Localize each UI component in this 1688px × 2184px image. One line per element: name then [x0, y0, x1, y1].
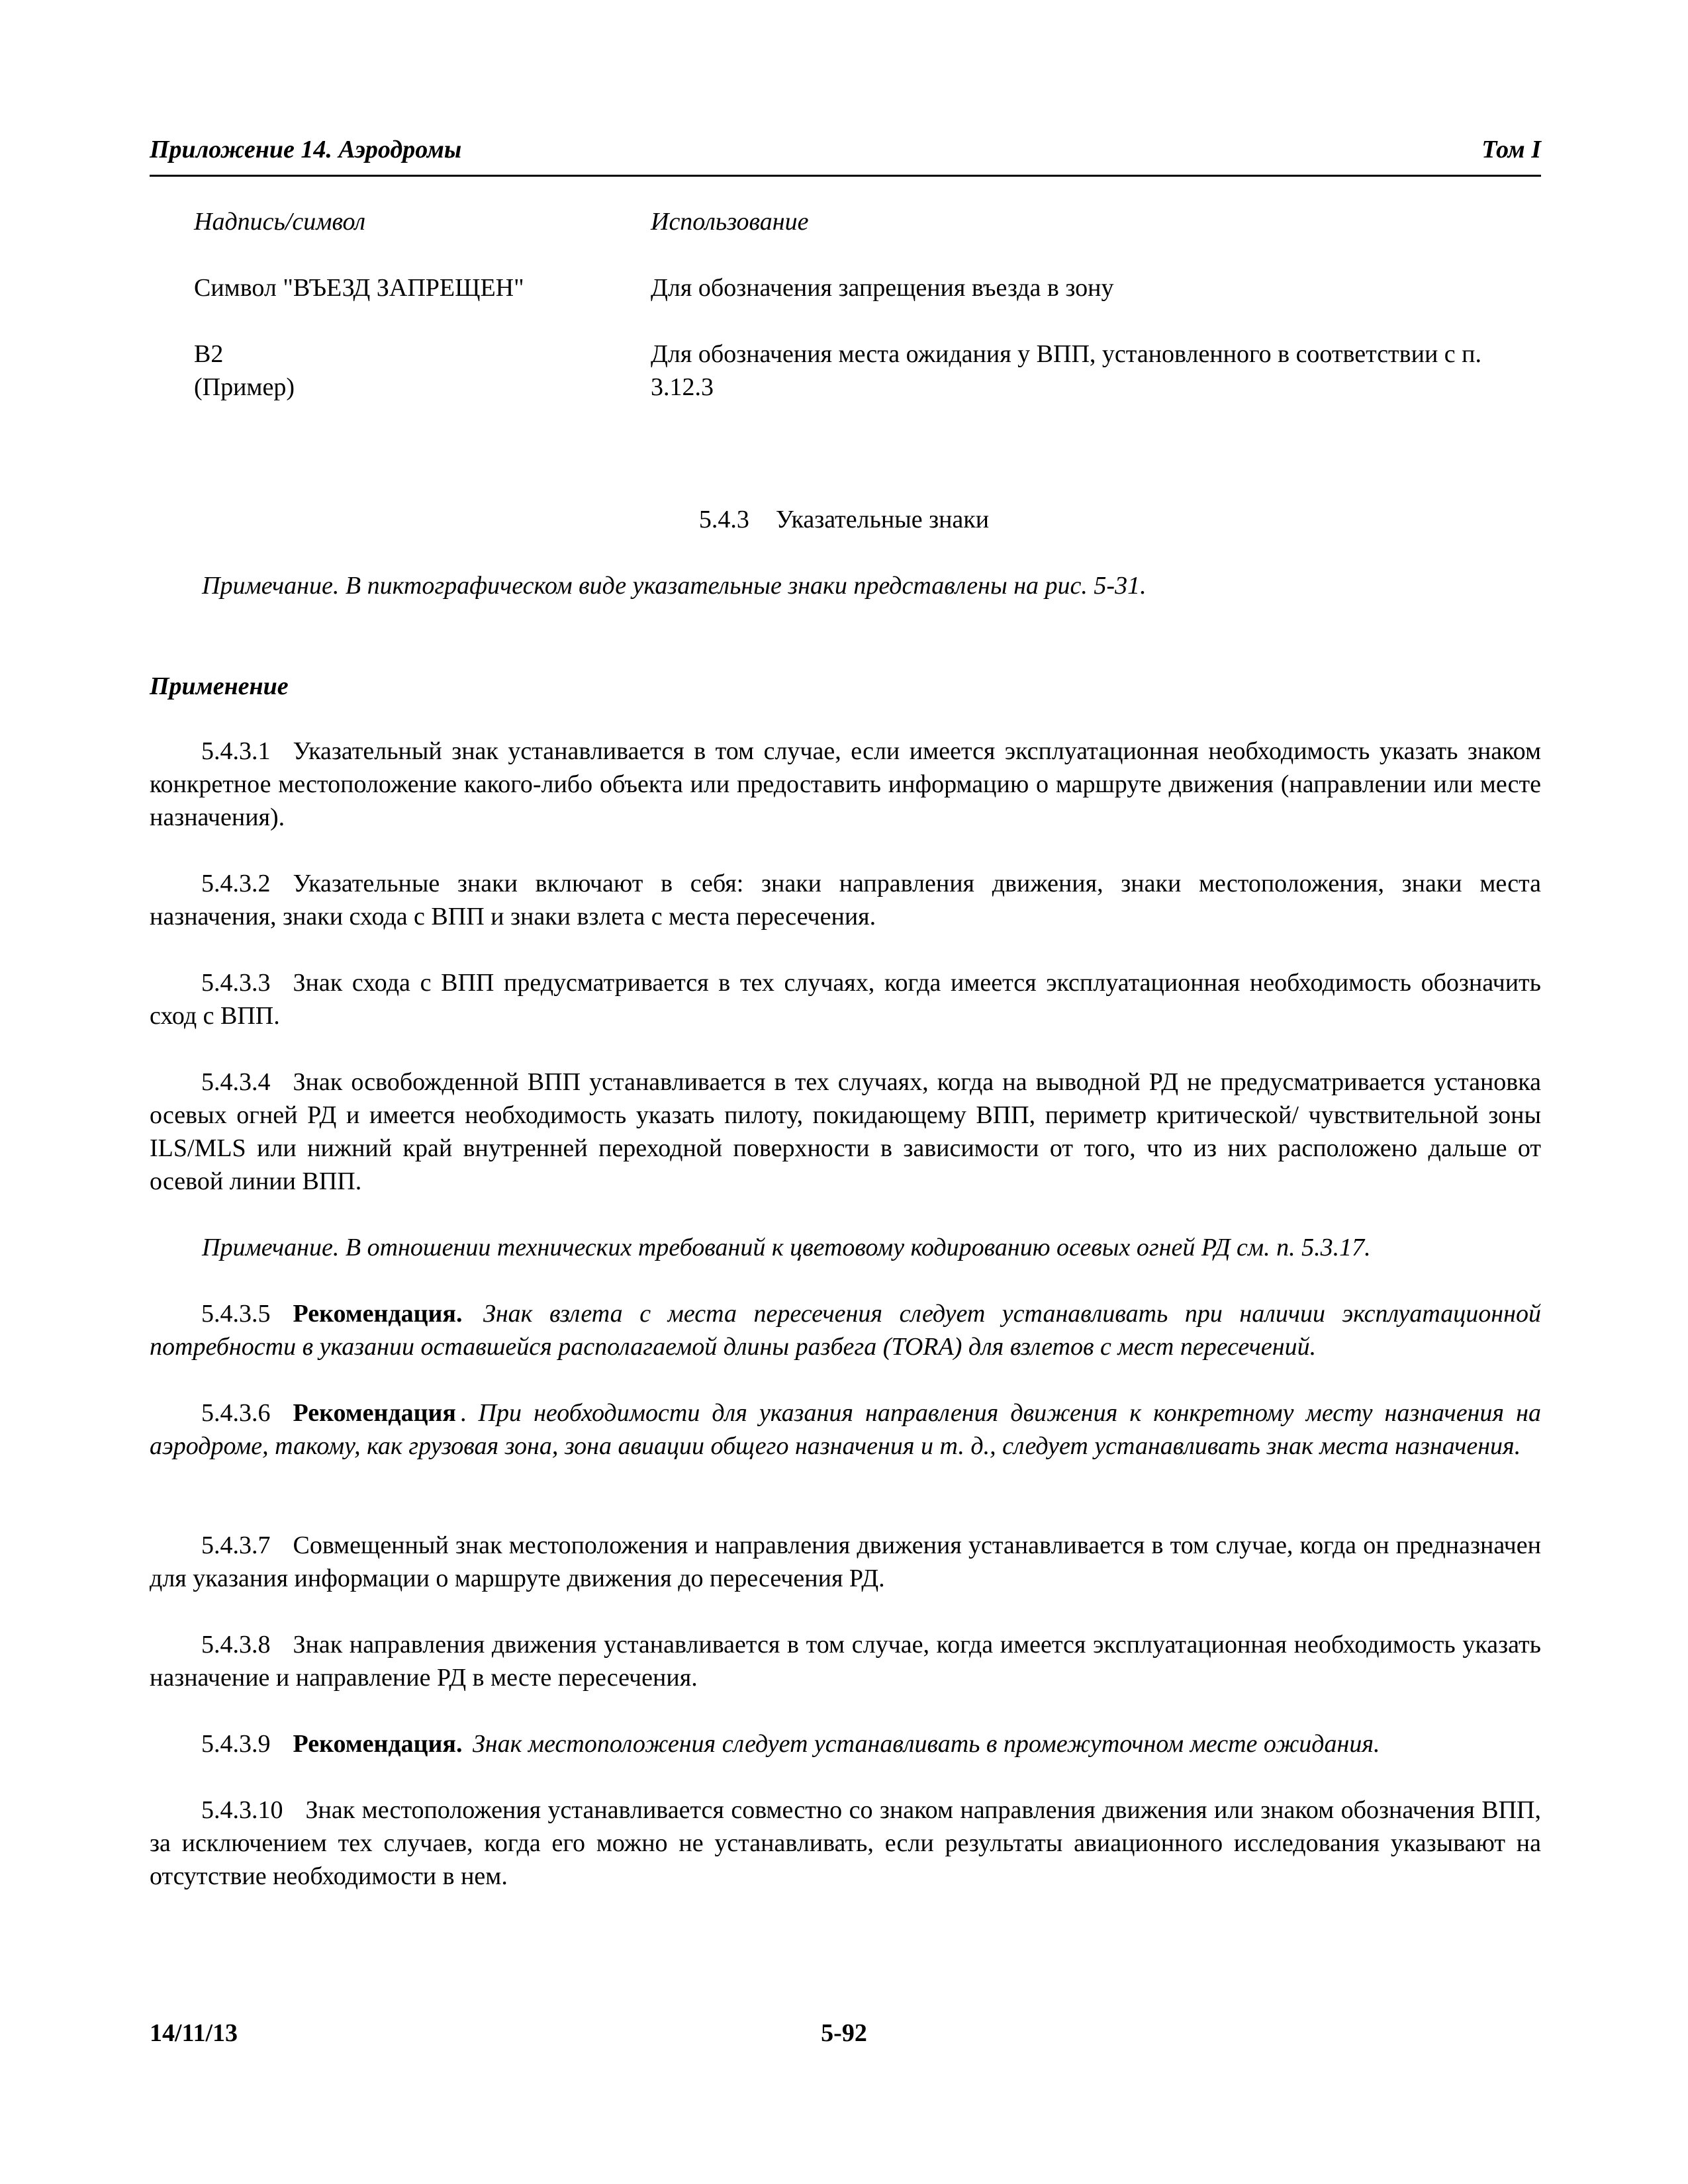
paragraph — [150, 1396, 1541, 1463]
table-row — [194, 271, 1541, 304]
table-cell-symbol — [194, 338, 644, 404]
paragraph-number: 5.4.3.4 — [201, 1068, 271, 1096]
header-volume: Том I — [1481, 136, 1541, 163]
paragraph — [150, 1628, 1541, 1694]
paragraph-number: 5.4.3.6 — [201, 1399, 271, 1427]
paragraph-number: 5.4.3.2 — [201, 870, 271, 897]
recommendation-label: Рекомендация. — [293, 1300, 463, 1328]
recommendation-label: Рекомендация — [293, 1399, 456, 1427]
paragraph-text: Знак местоположения устанавливается совместно со знаком направления движения или знаком обозначения ВПП, за исключением тех случаев, когда его можно не устанавливать, если результаты авиационного исследования указывают на отсутствие необходимости в нем. — [150, 1796, 1541, 1890]
paragraph — [150, 1066, 1541, 1198]
sign-table — [194, 205, 1541, 404]
paragraph-text: Знак направления движения устанавливается в том случае, когда имеется эксплуатационная необходимость указать назначение и направление РД в месте пересечения. — [150, 1631, 1541, 1692]
table-cell-symbol: Символ "ВЪЕЗД ЗАПРЕЩЕН" — [194, 274, 524, 302]
header-title: Приложение 14. Аэродромы — [150, 136, 462, 163]
paragraph-text: Знак местоположения следует устанавливать в промежуточном месте ожидания. — [472, 1730, 1380, 1758]
table-col2-header: Использование — [651, 208, 809, 236]
table-cell-usage: Для обозначения запрещения въезда в зону — [651, 274, 1114, 302]
paragraph — [150, 1794, 1541, 1893]
paragraph — [150, 867, 1541, 933]
table-header-row — [194, 205, 1541, 238]
paragraph-number: 5.4.3.1 — [201, 737, 271, 765]
recommendation-punct: . — [459, 1399, 467, 1427]
paragraph-text: Указательный знак устанавливается в том случае, если имеется эксплуатационная необходимость указать знаком конкретное местоположение какого-либо объекта или предоставить информацию о маршруте движения (направлении или месте назначения). — [150, 737, 1541, 831]
section-number: 5.4.3 — [698, 506, 749, 533]
note: Примечание. В пиктографическом виде указательные знаки представлены на рис. 5-31. — [202, 572, 1147, 600]
paragraph-number: 5.4.3.5 — [201, 1300, 271, 1328]
paragraph-number: 5.4.3.3 — [201, 969, 271, 997]
section-title: Указательные знаки — [775, 506, 990, 533]
table-col1-header: Надпись/символ — [194, 208, 366, 236]
page-header — [150, 132, 1541, 177]
symbol-line: B2 — [194, 340, 224, 368]
paragraph-text: Знак взлета с места пересечения следует устанавливать при наличии эксплуатационной потребности в указании оставшейся располагаемой длины разбега (TORA) для взлетов с мест пересечений. — [150, 1300, 1542, 1361]
paragraph-number: 5.4.3.9 — [201, 1730, 271, 1758]
table-cell-usage: Для обозначения места ожидания у ВПП, установленного в соответствии с п. 3.12.3 — [651, 340, 1481, 401]
paragraph-text: Совмещенный знак местоположения и направления движения устанавливается в том случае, когда он предназначен для указания информации о маршруте движения до пересечения РД. — [150, 1531, 1541, 1592]
paragraph-text: Знак освобожденной ВПП устанавливается в тех случаях, когда на выводной РД не предусматривается установка осевых огней РД и имеется необходимость указать пилоту, покидающему ВПП, периметр критической/ чувствительной зоны ILS/MLS или нижний край внутренней переходной поверхности в зависимости от того, что из них расположено дальше от осевой линии ВПП. — [150, 1068, 1541, 1195]
section-heading — [0, 503, 1688, 536]
paragraph — [150, 1529, 1541, 1595]
note: Примечание. В отношении технических требований к цветовому кодированию осевых огней РД см. п. 5.3.17. — [202, 1234, 1371, 1261]
paragraph-number: 5.4.3.8 — [201, 1631, 271, 1659]
paragraph-text: Знак схода с ВПП предусматривается в тех случаях, когда имеется эксплуатационная необходимость обозначить сход с ВПП. — [150, 969, 1541, 1030]
table-row — [194, 338, 1541, 404]
footer-date: 14/11/13 — [150, 2019, 238, 2047]
paragraph — [150, 1727, 1541, 1760]
paragraph — [150, 966, 1541, 1032]
paragraph-text: При необходимости для указания направления движения к конкретному месту назначения на аэродроме, такому, как грузовая зона, зона авиации общего назначения и т. д., следует устанавливать знак места назначения. — [150, 1399, 1541, 1460]
footer-page-number: 5-92 — [821, 2019, 867, 2047]
subheading: Применение — [150, 672, 289, 700]
symbol-line: (Пример) — [194, 373, 295, 401]
paragraph-text: Указательные знаки включают в себя: знаки направления движения, знаки местоположения, знаки места назначения, знаки схода с ВПП и знаки взлета с места пересечения. — [150, 870, 1541, 931]
paragraph — [150, 1297, 1541, 1363]
paragraph-number: 5.4.3.10 — [201, 1796, 283, 1824]
recommendation-label: Рекомендация. — [293, 1730, 463, 1758]
paragraph — [150, 735, 1541, 834]
paragraph-number: 5.4.3.7 — [201, 1531, 271, 1559]
